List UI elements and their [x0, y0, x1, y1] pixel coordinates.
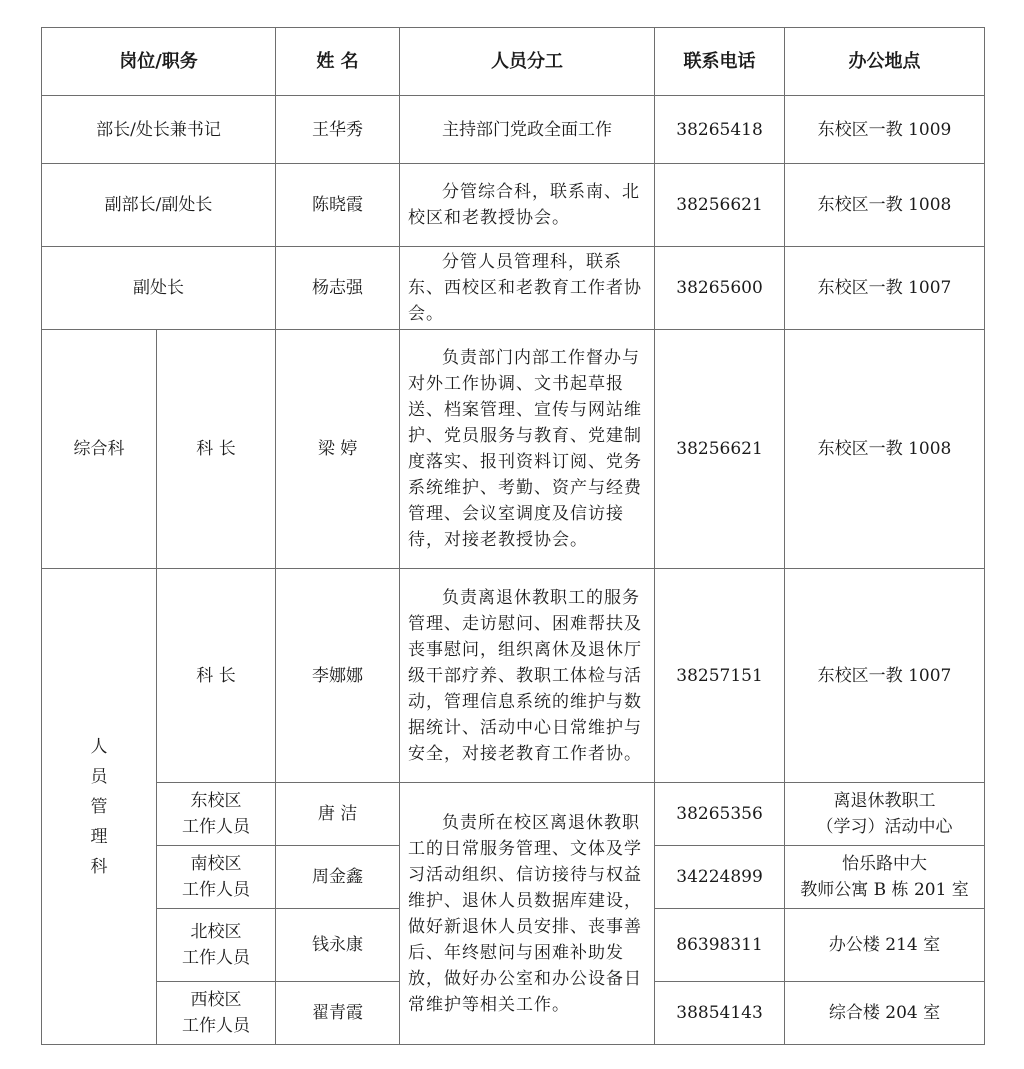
campus-label: 西校区: [190, 990, 242, 1010]
position-cell: 副处长: [42, 247, 276, 330]
position-cell: 部长/处长兼书记: [42, 96, 276, 164]
office-cell: [785, 846, 985, 909]
office-line: 离退休教职工: [833, 791, 936, 811]
role-cell: [157, 909, 276, 982]
name-cell: 梁 婷: [276, 330, 400, 569]
campus-label: 北校区: [190, 922, 242, 942]
campus-label: 东校区: [190, 791, 242, 811]
name-cell: 李娜娜: [276, 569, 400, 783]
office-cell: 东校区一教 1008: [785, 164, 985, 247]
department-cell: 综合科: [42, 330, 157, 569]
table-row: [42, 330, 985, 569]
name-cell: 杨志强: [276, 247, 400, 330]
role-label: 工作人员: [182, 1016, 250, 1036]
office-cell: [785, 783, 985, 846]
department-cell: [42, 569, 157, 1045]
phone-cell: 34224899: [655, 846, 785, 909]
name-cell: 唐 洁: [276, 783, 400, 846]
office-cell: 综合楼 204 室: [785, 982, 985, 1045]
duty-cell: 主持部门党政全面工作: [400, 96, 655, 164]
phone-cell: 38854143: [655, 982, 785, 1045]
table-row: [42, 164, 985, 247]
office-cell: 东校区一教 1007: [785, 247, 985, 330]
phone-cell: 38256621: [655, 164, 785, 247]
header-office: 办公地点: [785, 28, 985, 96]
office-cell: 办公楼 214 室: [785, 909, 985, 982]
header-row: [42, 28, 985, 96]
role-cell: [157, 982, 276, 1045]
table-row: [42, 96, 985, 164]
staff-table: [41, 27, 985, 1045]
name-cell: 陈晓霞: [276, 164, 400, 247]
phone-cell: 38265418: [655, 96, 785, 164]
phone-cell: 38265600: [655, 247, 785, 330]
phone-cell: 38265356: [655, 783, 785, 846]
table-row: [42, 783, 985, 846]
campus-label: 南校区: [190, 854, 242, 874]
phone-cell: 38256621: [655, 330, 785, 569]
duty-cell: 负责部门内部工作督办与对外工作协调、文书起草报送、档案管理、宣传与网站维护、党员服务与教育、党建制度落实、报刊资料订阅、党务系统维护、考勤、资产与经费管理、会议室调度及信访接待，对接老教授协会。: [400, 330, 655, 569]
office-line: 教师公寓 B 栋 201 室: [800, 880, 969, 900]
phone-cell: 86398311: [655, 909, 785, 982]
table-row: [42, 247, 985, 330]
shared-duty-cell: 负责所在校区离退休教职工的日常服务管理、文体及学习活动组织、信访接待与权益维护、退休人员数据库建设，做好新退休人员安排、丧事善后、年终慰问与困难补助发放，做好办公室和办公设备日常维护等相关工作。: [400, 783, 655, 1045]
role-cell: [157, 846, 276, 909]
name-cell: 王华秀: [276, 96, 400, 164]
header-name: 姓 名: [276, 28, 400, 96]
office-cell: 东校区一教 1009: [785, 96, 985, 164]
office-cell: 东校区一教 1007: [785, 569, 985, 783]
role-cell: 科 长: [157, 330, 276, 569]
name-cell: 周金鑫: [276, 846, 400, 909]
duty-cell: 分管人员管理科，联系东、西校区和老教育工作者协会。: [400, 247, 655, 330]
phone-cell: 38257151: [655, 569, 785, 783]
header-duty: 人员分工: [400, 28, 655, 96]
office-line: （学习）活动中心: [816, 817, 953, 837]
role-cell: 科 长: [157, 569, 276, 783]
office-cell: 东校区一教 1008: [785, 330, 985, 569]
header-phone: 联系电话: [655, 28, 785, 96]
header-position: 岗位/职务: [42, 28, 276, 96]
duty-cell: 负责离退休教职工的服务管理、走访慰问、困难帮扶及丧事慰问，组织离休及退休厅级干部疗养、教职工体检与活动，管理信息系统的维护与数据统计、活动中心日常维护与安全，对接老教育工作者协。: [400, 569, 655, 783]
role-cell: [157, 783, 276, 846]
office-line: 怡乐路中大: [842, 854, 928, 874]
position-cell: 副部长/副处长: [42, 164, 276, 247]
name-cell: 钱永康: [276, 909, 400, 982]
name-cell: 翟青霞: [276, 982, 400, 1045]
department-vertical-label: 人员管理科: [90, 736, 108, 877]
duty-cell: 分管综合科，联系南、北校区和老教授协会。: [400, 164, 655, 247]
role-label: 工作人员: [182, 817, 250, 837]
table-row: [42, 569, 985, 783]
role-label: 工作人员: [182, 880, 250, 900]
role-label: 工作人员: [182, 948, 250, 968]
